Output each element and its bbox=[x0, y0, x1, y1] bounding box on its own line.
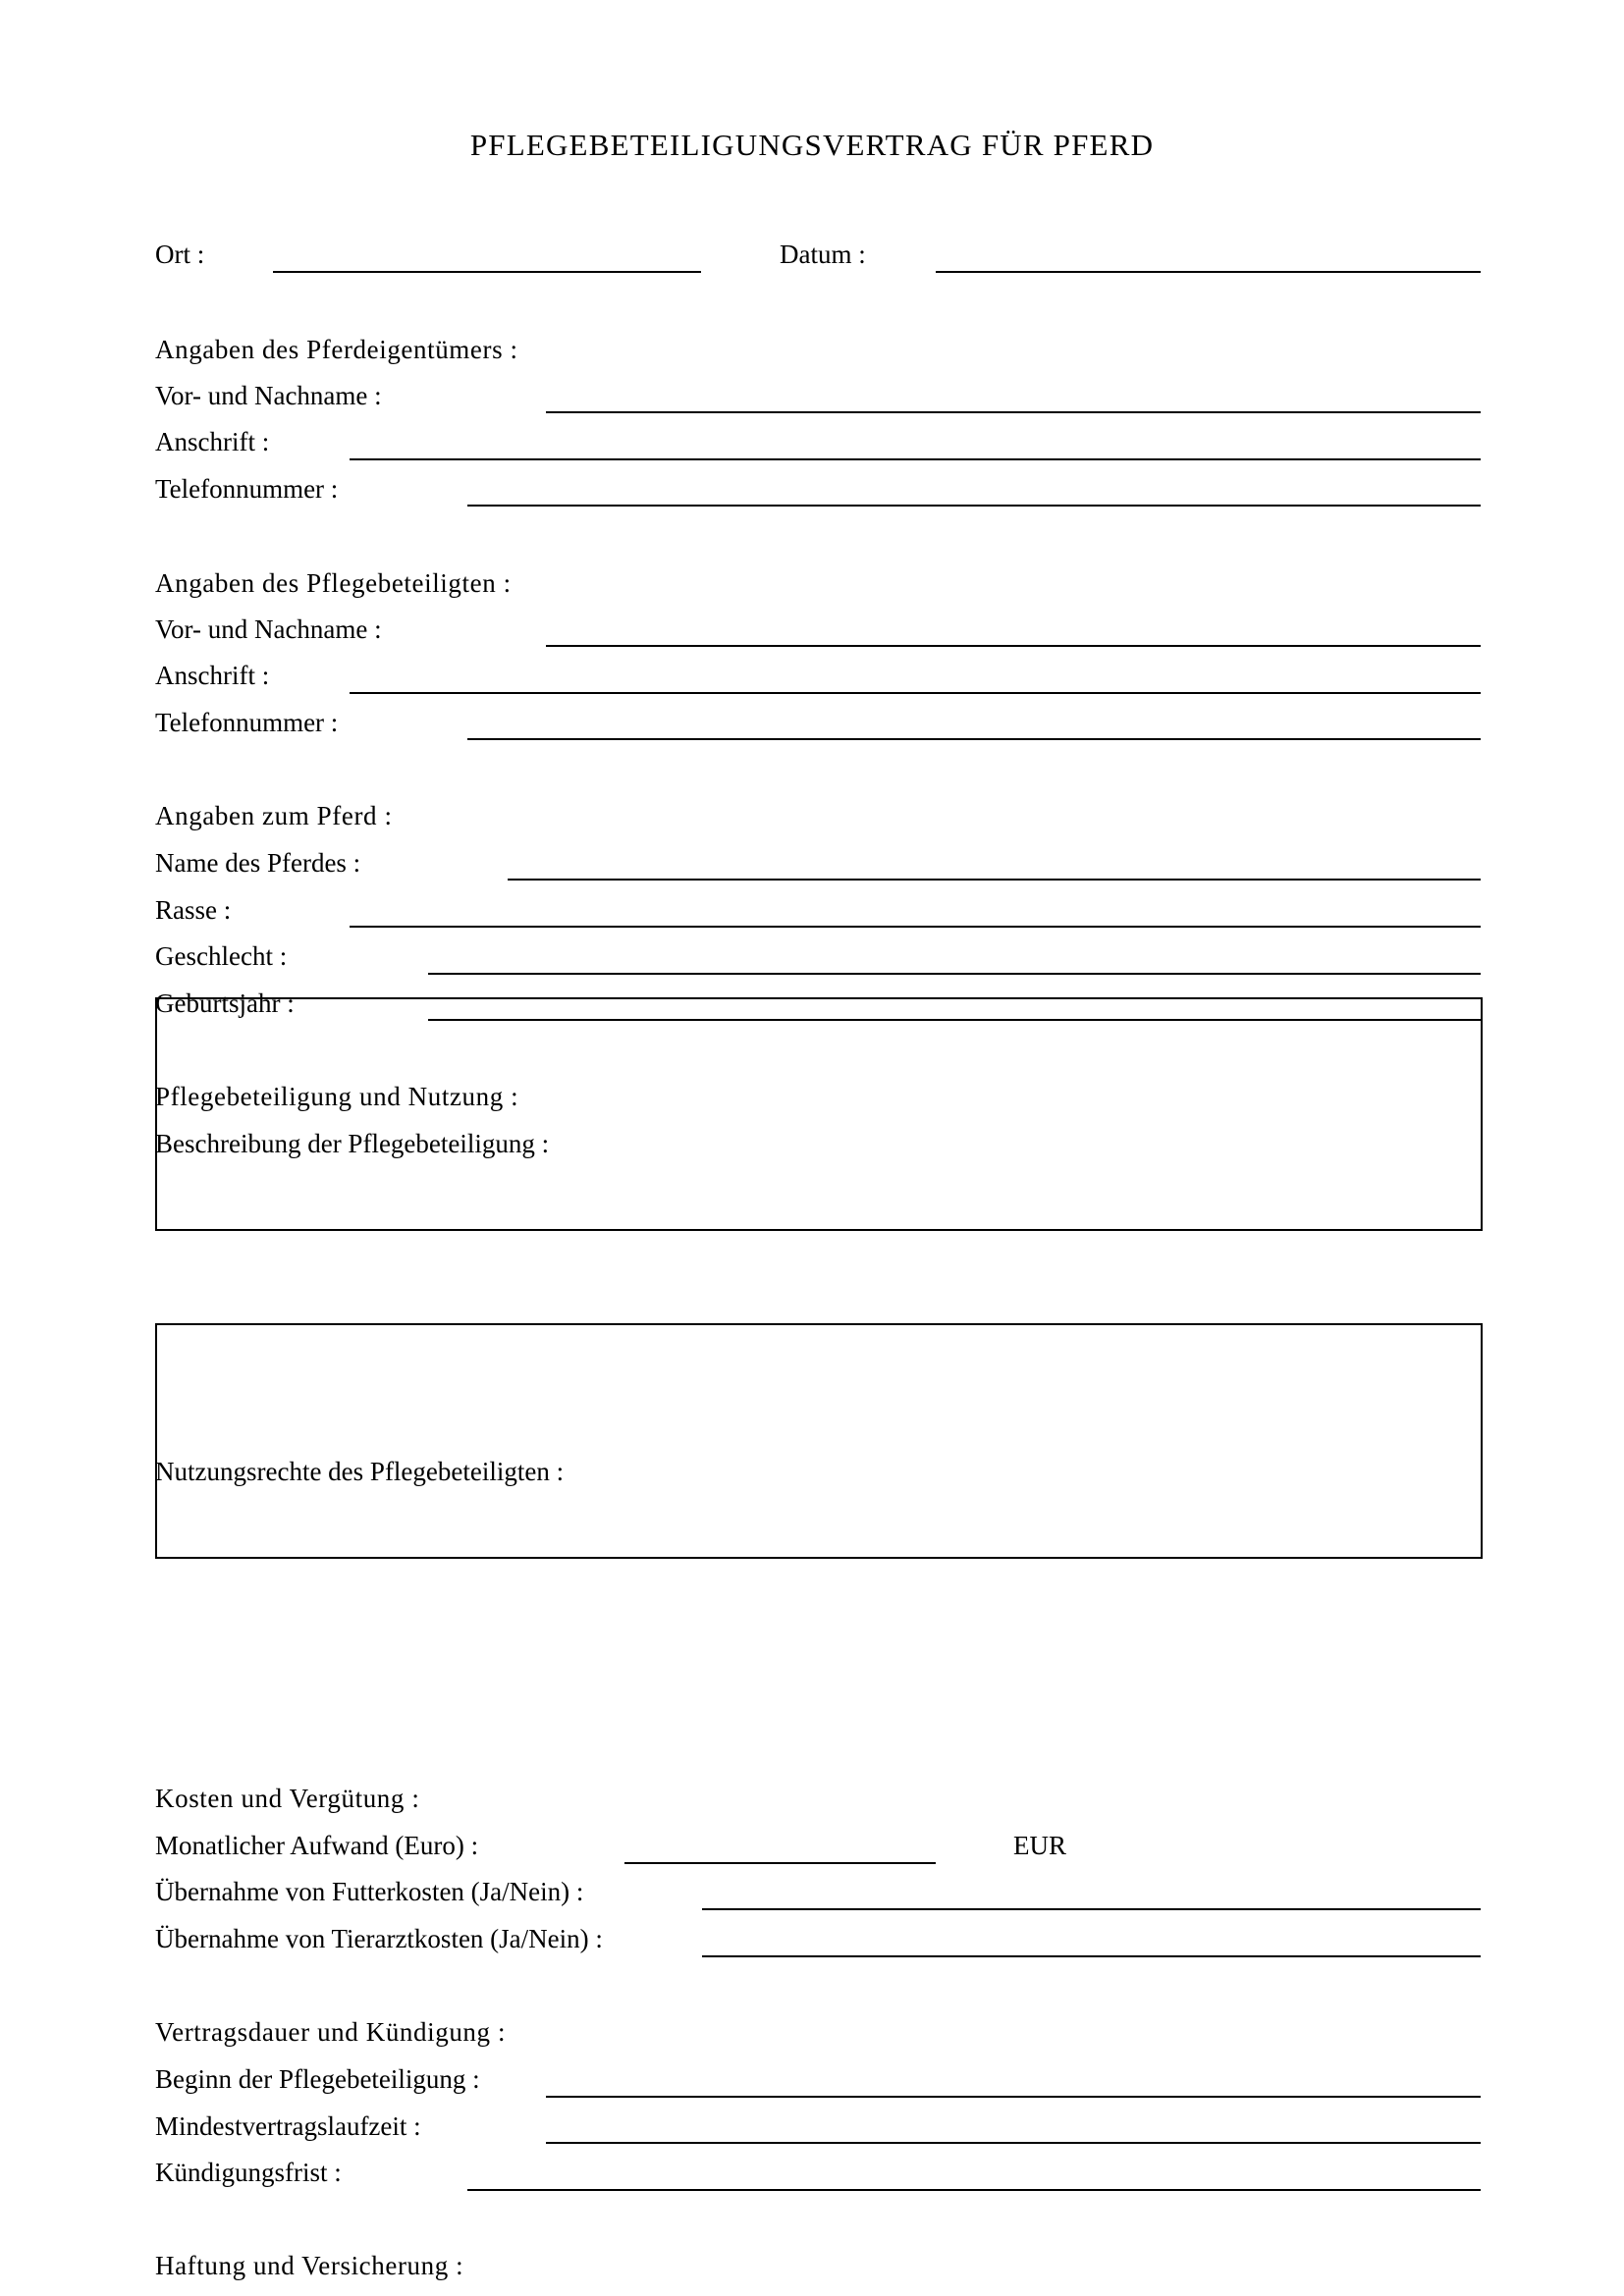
caretaker-phone-field[interactable] bbox=[467, 738, 1481, 740]
ort-field[interactable] bbox=[273, 271, 701, 273]
care-description-box[interactable] bbox=[155, 997, 1483, 1231]
horse-sex-field[interactable] bbox=[428, 973, 1481, 975]
caretaker-name-field[interactable] bbox=[546, 645, 1481, 647]
horse-breed-field[interactable] bbox=[350, 926, 1481, 928]
owner-phone-field[interactable] bbox=[467, 505, 1481, 507]
notice-period-field[interactable] bbox=[467, 2189, 1481, 2191]
ort-label: Ort : bbox=[155, 240, 205, 269]
horse-name-label: Name des Pferdes : bbox=[155, 848, 361, 878]
notice-period-label: Kündigungsfrist : bbox=[155, 2158, 342, 2187]
caretaker-name-label: Vor- und Nachname : bbox=[155, 614, 382, 644]
liability-heading: Haftung und Versicherung : bbox=[155, 2251, 464, 2280]
feed-cost-label: Übernahme von Futterkosten (Ja/Nein) : bbox=[155, 1877, 584, 1906]
horse-name-field[interactable] bbox=[508, 879, 1481, 881]
horse-sex-label: Geschlecht : bbox=[155, 941, 288, 971]
owner-address-label: Anschrift : bbox=[155, 427, 270, 456]
owner-address-field[interactable] bbox=[350, 458, 1481, 460]
start-date-field[interactable] bbox=[546, 2096, 1481, 2098]
costs-heading: Kosten und Vergütung : bbox=[155, 1784, 420, 1813]
owner-heading: Angaben des Pferdeigentümers : bbox=[155, 335, 518, 364]
currency-label: EUR bbox=[1013, 1831, 1066, 1860]
owner-phone-label: Telefonnummer : bbox=[155, 474, 339, 504]
datum-field[interactable] bbox=[936, 271, 1481, 273]
owner-name-field[interactable] bbox=[546, 411, 1481, 413]
contract-heading: Vertragsdauer und Kündigung : bbox=[155, 2017, 507, 2047]
start-date-label: Beginn der Pflegebeteiligung : bbox=[155, 2064, 480, 2094]
caretaker-address-field[interactable] bbox=[350, 692, 1481, 694]
horse-birth-year-label: Geburtsjahr : bbox=[155, 988, 295, 1018]
min-term-label: Mindestvertragslaufzeit : bbox=[155, 2111, 421, 2141]
caretaker-address-label: Anschrift : bbox=[155, 661, 270, 690]
usage-heading: Pflegebeteiligung und Nutzung : bbox=[155, 1082, 519, 1111]
horse-breed-label: Rasse : bbox=[155, 895, 232, 925]
monthly-cost-field[interactable] bbox=[624, 1862, 936, 1864]
document-title: PFLEGEBETEILIGUNGSVERTRAG FÜR PFERD bbox=[469, 128, 1155, 162]
vet-cost-field[interactable] bbox=[702, 1955, 1481, 1957]
caretaker-phone-label: Telefonnummer : bbox=[155, 708, 339, 737]
usage-rights-label: Nutzungsrechte des Pflegebeteiligten : bbox=[155, 1457, 565, 1486]
datum-label: Datum : bbox=[780, 240, 866, 269]
vet-cost-label: Übernahme von Tierarztkosten (Ja/Nein) : bbox=[155, 1924, 603, 1953]
min-term-field[interactable] bbox=[546, 2142, 1481, 2144]
usage-rights-box[interactable] bbox=[155, 1323, 1483, 1559]
monthly-cost-label: Monatlicher Aufwand (Euro) : bbox=[155, 1831, 479, 1860]
caretaker-heading: Angaben des Pflegebeteiligten : bbox=[155, 568, 512, 598]
care-description-label: Beschreibung der Pflegebeteiligung : bbox=[155, 1129, 550, 1158]
owner-name-label: Vor- und Nachname : bbox=[155, 381, 382, 410]
feed-cost-field[interactable] bbox=[702, 1908, 1481, 1910]
horse-heading: Angaben zum Pferd : bbox=[155, 801, 393, 830]
